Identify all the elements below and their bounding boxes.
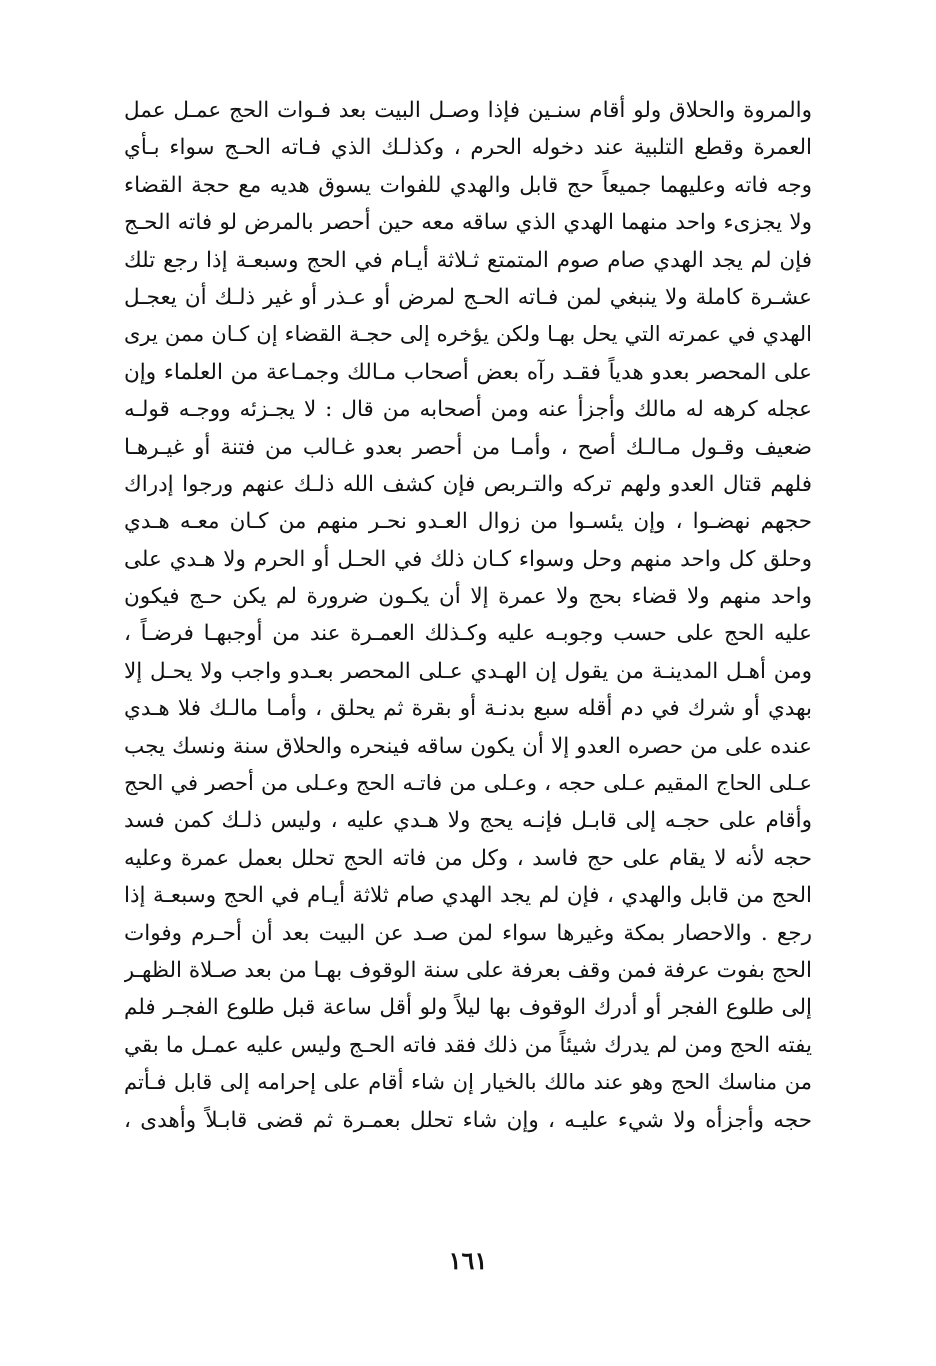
text-line: وأقام على حجـه إلى قابـل فإنـه يحج ولا هـدي عليه ، وليس ذلـك كمن فسد [124,808,812,834]
text-line: الهدي في عمرته التي يحل بهـا ولكن يؤخره إلى حجـة القضاء إن كـان ممن يرى [124,322,812,347]
text-line: العمرة وقطع التلبية عند دخوله الحرم ، وكذلـك الذي فـاته الحـج سواء بـأي [124,135,812,161]
text-line: عـلى الحاج المقيم عـلى حجه ، وعـلى من فاتـه الحج وعـلى من أحصر في الحج [124,771,812,796]
text-line: رجع . والاحصار بمكة وغيرها سواء لمن صـد عن البيت بعد أن أحـرم وفوات [124,920,812,946]
text-line: فلهم قتال العدو ولهم تركه والتـربص فإن كشف الله ذلـك عنهم ورجوا إدراك [124,471,812,497]
text-line: على المحصر بعدو هدياً فقـد رآه بعض أصحاب مـالك وجمـاعة من العلماء وإن [124,359,812,385]
text-line: فإن لم يجد الهدي صام صوم المتمتع ثـلاثة أيـام في الحج وسبعـة إذا رجع تلك [124,247,812,273]
page-number: ١٦١ [448,1246,488,1275]
text-line: ومن أهـل المدينـة من يقول إن الهـدي عـلى المحصر بعـدو واجب ولا يحـل إلا [124,658,812,684]
text-line: إلى طلوع الفجر أو أدرك الوقوف بها ليلاً ولو أقل ساعة قبل طلوع الفجـر فلم [124,995,812,1021]
text-line: يفته الحج ومن لم يدرك شيئاً من ذلك فقد فاته الحـج وليس عليه عمـل ما بقي [124,1032,812,1058]
body-text [124,92,812,1139]
text-line: وحلق كل واحد منهم وحل وسواء كـان ذلك في الحـل أو الحرم ولا هـدي على [124,546,812,572]
text-line: الحج بفوت عرفة فمن وقف بعرفة على سنة الوقوف بهـا من بعد صـلاة الظهـر [124,957,812,983]
text-line: حجه لأنه لا يقام على حج فاسد ، وكل من فاته الحج تحلل بعمل عمرة وعليه [124,845,812,871]
text-line: ولا يجزىء واحد منهما الهدي الذي ساقه معه حين أحصر بالمرض لو فاته الحـج [124,210,812,236]
text-line: من مناسك الحج وهو عند مالك بالخيار إن شاء أقام على إحرامه إلى قابل فـأتم [124,1070,812,1095]
text-line: عجله كرهه له مالك وأجزأ عنه ومن أصحابه من قال : لا يجـزئه ووجـه قولـه [124,397,812,423]
text-line: عليه الحج على حسب وجوبـه عليه وكـذلك العمـرة عند من أوجبهـا فرضـاً ، [124,621,812,647]
text-line: بهدي أو شرك في دم أقله سبع بدنـة أو بقرة ثم يحلق ، وأمـا مالـك فلا هـدي [124,696,812,722]
text-line: عنده على من حصره العدو إلا أن يكون ساقه فينحره والحلاق سنة ونسك يجب [124,733,812,759]
text-line: وجه فاته وعليهما جميعاً حج قابل والهدي للفوات يسوق هديه مع حجة القضاء [124,172,812,198]
text-line: ضعيف وقـول مـالـك أصح ، وأمـا من أحصر بعدو غـالب من فتنة أو غيـرهـا [124,434,812,460]
text-line: عشـرة كاملة ولا ينبغي لمن فـاته الحـج لمرض أو عـذر أو غير ذلـك أن يعجـل [124,284,812,310]
text-line: والمروة والحلاق ولو أقام سنـين فإذا وصـل البيت بعد فـوات الحج عمـل عمل [124,98,812,123]
text-line: الحج من قابل والهدي ، فإن لم يجد الهدي صام ثلاثة أيـام في الحج وسبعـة إذا [124,883,812,909]
text-line: حجهم نهضـوا ، وإن يئسـوا من زوال العـدو نحـر منهم من كـان معـه هـدي [124,509,812,535]
text-line: واحد منهم ولا قضاء بحج ولا عمرة إلا أن يكـون ضرورة لم يكن حـج فيكون [124,584,812,610]
text-line: حجه وأجزأه ولا شيء عليـه ، وإن شاء تحلل بعمـرة ثم قضى قابـلاً وأهدى ، [124,1107,812,1133]
